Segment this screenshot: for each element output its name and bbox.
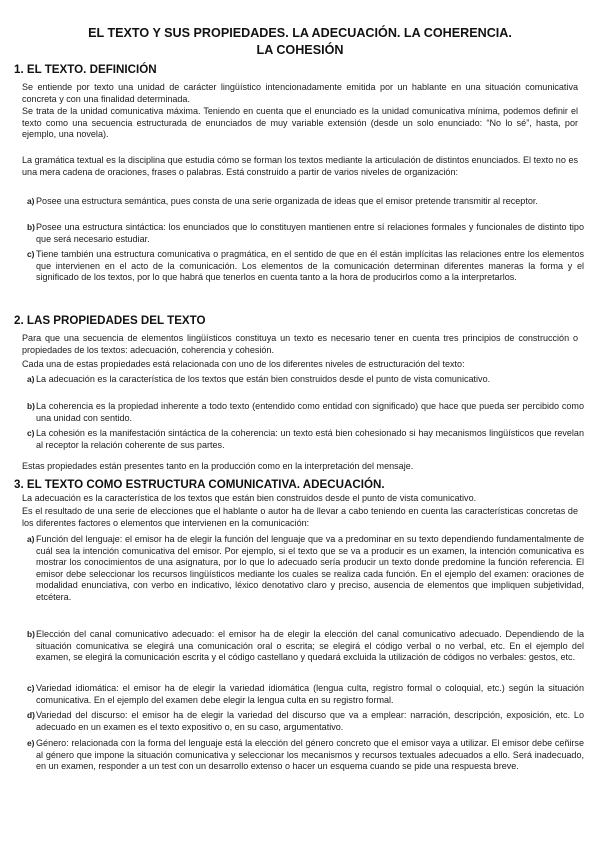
list-item-label: b) bbox=[27, 401, 35, 411]
list-item-label: b) bbox=[27, 222, 35, 232]
list-item-label: e) bbox=[27, 738, 35, 748]
list-item-label: d) bbox=[27, 710, 35, 720]
list-item-label: b) bbox=[27, 629, 35, 639]
document-title-line-1: EL TEXTO Y SUS PROPIEDADES. LA ADECUACIÓN. LA COHERENCIA. bbox=[88, 26, 512, 40]
section-3-paragraph-2: Es el resultado de una serie de elecciones que el hablante o autor ha de llevar a cabo teniendo en cuenta las características concretas de los diferentes factores o elementos que intervienen en la comunicación: bbox=[22, 506, 578, 528]
list-item-label: a) bbox=[27, 196, 35, 206]
document-title-line-2: LA COHESIÓN bbox=[256, 43, 344, 57]
list-item-text: La adecuación es la característica de los textos que están bien construidos desde el punto de vista comunicativo. bbox=[36, 374, 491, 384]
list-item-text: La cohesión es la manifestación sintáctica de la coherencia: un texto está bien cohesionado si hay mecanismos lingüísticos que revelan al receptor la relación coherente de sus partes. bbox=[36, 428, 584, 450]
list-item-label: a) bbox=[27, 534, 35, 544]
list-item-text: La coherencia es la propiedad inherente a todo texto (entendido como entidad con significado) que hace que pueda ser percibido como una unidad con sentido. bbox=[36, 401, 584, 423]
list-item-text: Género: relacionada con la forma del lenguaje está la elección del género concreto que el emisor vaya a utilizar. El emisor debe ceñirse al género que impone la situación comunicativa y seleccionar los mecanismos y recursos textuales adecuados a ello. Será inadecuado, en un examen, responder a un test con un desarrollo extenso o hacer un esquema cuando se pide una respuesta breve. bbox=[36, 738, 584, 772]
section-2-paragraph-2: Cada una de estas propiedades está relacionada con uno de los diferentes niveles de estructuración del texto: bbox=[22, 359, 465, 369]
list-item-text: Tiene también una estructura comunicativa o pragmática, en el sentido de que en él están implícitas las relaciones entre los elementos que intervienen en el acto de la comunicación. Los elementos de la comunicación determinan diferentes maneras la forma y el significado de los textos, por lo que habrá que tenerlos en cuenta tanto a la hora de producirlos como a la interpretarlos. bbox=[36, 249, 584, 283]
list-item-label: c) bbox=[27, 428, 35, 438]
list-item-text: Posee una estructura semántica, pues consta de una serie organizada de ideas que el emisor pretende transmitir al receptor. bbox=[36, 196, 538, 206]
list-item-label: c) bbox=[27, 249, 35, 259]
section-3-heading: 3. EL TEXTO COMO ESTRUCTURA COMUNICATIVA. ADECUACIÓN. bbox=[14, 478, 385, 491]
list-item-text: Posee una estructura sintáctica: los enunciados que lo constituyen mantienen entre sí relaciones formales y funcionales de distinto tipo que será necesario estudiar. bbox=[36, 222, 584, 244]
list-item-label: c) bbox=[27, 683, 35, 693]
section-1-paragraph-1: Se entiende por texto una unidad de carácter lingüístico intencionadamente emitida por un hablante en una situación comunicativa concreta y con una finalidad determinada. bbox=[22, 82, 578, 104]
list-item-text: Variedad del discurso: el emisor ha de elegir la variedad del discurso que va a emplear: narración, descripción, exposición, etc. Lo adecuado en un examen es el texto expositivo o, en su caso, argumentativo. bbox=[36, 710, 584, 732]
section-3-paragraph-1: La adecuación es la característica de los textos que están bien construidos desde el punto de vista comunicativo. bbox=[22, 493, 477, 503]
section-1-heading: 1. EL TEXTO. DEFINICIÓN bbox=[14, 63, 157, 76]
list-item-text: Variedad idiomática: el emisor ha de elegir la variedad idiomática (lengua culta, registro formal o coloquial, etc.) según la situación comunicativa. En el ejemplo del examen debe elegir la lengua culta en su registro formal. bbox=[36, 683, 584, 705]
section-1-paragraph-2: Se trata de la unidad comunicativa máxima. Teniendo en cuenta que el enunciado es la unidad comunicativa mínima, podemos definir el texto como una secuencia estructurada de enunciados de muy variable extensión (desde un solo enunciado: “No lo sé”, hasta, por ejemplo, una novela). bbox=[22, 106, 578, 140]
section-2-paragraph-1: Para que una secuencia de elementos lingüísticos constituya un texto es necesario tener en cuenta tres principios de construcción o propiedades de los textos: adecuación, coherencia y cohesión. bbox=[22, 333, 578, 355]
list-item-text: Función del lenguaje: el emisor ha de elegir la función del lenguaje que va a predominar en su texto dependiendo fundamentalmente de cuál sea la intención comunicativa del emisor. Por ejemplo, si el texto que se va a producir es un examen, la intención comunicativa es mostrar los conocimientos de una asignatura, por lo que lo adecuado sería producir un texto donde predomine la función referencia. El emisor debe seleccionar los recursos lingüísticos mediante los cuales se realiza cada función. En el ejemplo del examen: oraciones de modalidad enunciativa, con verbo en indicativo, léxico denotativo claro y preciso, ausencia de elementos que impliquen subjetividad, etcétera. bbox=[36, 534, 584, 602]
section-2-heading: 2. LAS PROPIEDADES DEL TEXTO bbox=[14, 314, 206, 327]
list-item-label: a) bbox=[27, 374, 35, 384]
section-1-paragraph-3: La gramática textual es la disciplina que estudia cómo se forman los textos mediante la articulación de distintos enunciados. El texto no es una mera cadena de oraciones, frases o palabras. Está construido a partir de varios niveles de organización: bbox=[22, 155, 578, 177]
list-item-text: Elección del canal comunicativo adecuado: el emisor ha de elegir la elección del canal comunicativo adecuado. Dependiendo de la situación comunicativa se elegirá una comunicación oral o escrita; se elegirá el código verbal o no verbal, etc. En el ejemplo del examen, se elegirá la comunicación escrita y el código castellano y quedará excluida la utilización de códigos no verbales: gestos, etc. bbox=[36, 629, 584, 663]
section-2-paragraph-3: Estas propiedades están presentes tanto en la producción como en la interpretación del mensaje. bbox=[22, 461, 414, 471]
